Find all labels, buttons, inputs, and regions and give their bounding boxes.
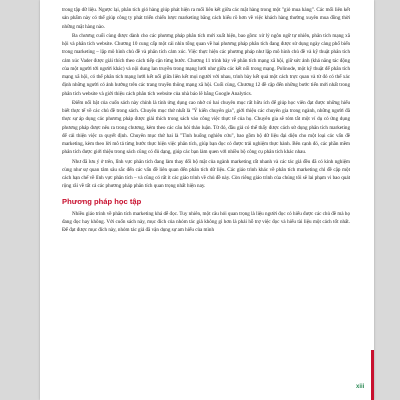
page-number: xiii	[356, 384, 365, 390]
paragraph-2: Ba chương cuối cùng được dành cho các phương pháp phân tích mới xuất hiện, bao gồm: xử lý ngôn ngữ tự nhiên, phân tích mạng xã hội và phân tích website. Chương 10 cung cấp một cái nhìn tổng quan về hai phương pháp phân tích đang được sử dụng ngày càng phổ biến trong marketing – lập mô hình chủ đề và phân tích cảm xúc. Việc thực hiện các phương pháp như lập mô hình chủ đề và kỹ thuật phân tích cảm xúc Vader được giải thích theo cách tiếp cận từng bước. Chương 11 trình bày về phân tích mạng xã hội, giữ sức ảnh (khả năng tác động của một người tới người khác) và nội dung lan truyền trong mạng lưới như giữa các kết nối trong mạng. Polinode, một kỹ thuật để phân tích mạng xã hội, có thể phân tích mạng lưới kết nối giữa liên kết mọi người với nhau, trình bày kết quả một cách trực quan và từ đó có thể xác định những người có ảnh hưởng trên các trang truyền thông mạng xã hội. Cuối cùng, Chương 12 đề cập đến những bước tiến mới nhất trong phân tích website và giới thiệu cách phân tích website của nhà báo lẽ bằng Google Analytics.	[62, 32, 350, 97]
section-heading: Phương pháp học tập	[62, 196, 142, 206]
page-content	[62, 6, 350, 234]
margin-accent-bar	[371, 350, 374, 400]
section-paragraph: Nhiều giáo trình về phân tích marketing khá dễ đọc. Tuy nhiên, một câu hỏi quan trọng là liệu người đọc có hiểu được các chủ đề mà họ đang đọc hay không. Với cuốn sách này, mục đích của nhóm tác giả không gì hơn là phải hỗ trợ việc đọc và hiểu tài liệu một cách tốt nhất. Để đạt được mục đích này, nhóm tác giả đã vận dụng sự am hiểu của mình	[62, 210, 350, 233]
book-page	[40, 0, 374, 400]
paragraph-4: Như đã lưu ý ở trên, lĩnh vực phân tích đang làm thay đổi bộ mặt của ngành marketing rất nhanh và các tác giả đều đã có kinh nghiệm cùng như sự quan tâm sâu sắc đến các vấn đề liên quan đến phân tích dữ liệu. Các giáo trình khác về phân tích marketing chỉ đề cập một cách hạn chế về lĩnh vực phân tích – và cũng có rất ít các giáo trình về chủ đề này. Còn riêng giáo trình của chúng tôi sẽ lai phạm vi bao quát rộng rãi về tất cả các phương pháp phân tích quan trọng nhất hiện nay.	[62, 158, 350, 190]
paragraph-1: trong tập dữ liệu. Ngược lại, phân tích giỏ hàng giúp phát hiện ra mối liên kết giữa các mặt hàng trong một "giỏ mua hàng". Các mối liên kết sản phẩm này có thể giúp công ty phát triển chiến lược marketing bằng cách hiểu rõ hơn về việc khách hàng thường xuyên mua đồng thời những mặt hàng nào.	[62, 7, 350, 30]
paragraph-3: Điểm nổi bật của cuốn sách này chính là tính ứng dụng cao nhờ có hai chuyên mục rất hữu ích để giúp học viên đạt được những hiểu biết thực tế về các chủ đề trong sách. Chuyên mục thứ nhất là "Ý kiến chuyên gia", giới thiệu các chuyên gia trong ngành, những người đã thực sự áp dụng các phương pháp được giải thích trong sách vào công việc thực tế của họ. Chuyên gia sẽ tóm tắt một ví dụ có ứng dụng phương pháp được nêu ra trong chương, kèm theo các câu hỏi thảo luận. Từ đó, đầu giả có thể thấy được cách sử dụng phân tích marketing để cải thiện việc ra quyết định. Chuyên mục thứ hai là "Tình huống nghiên cứu", bao gồm bộ dữ liệu đại diện cho một loại các vấn đề marketing, kèm theo lời mô tả từng bước thực hiện việc phân tích, giúp bạn đọc có được trải nghiệm thực hành. Bên cạnh đó, các phần mềm phân tích được giới thiệu trong sách cũng có đủ dạng, giúp các bạn làm quen với nhiều bộ công cụ phân tích khác nhau.	[62, 99, 350, 156]
